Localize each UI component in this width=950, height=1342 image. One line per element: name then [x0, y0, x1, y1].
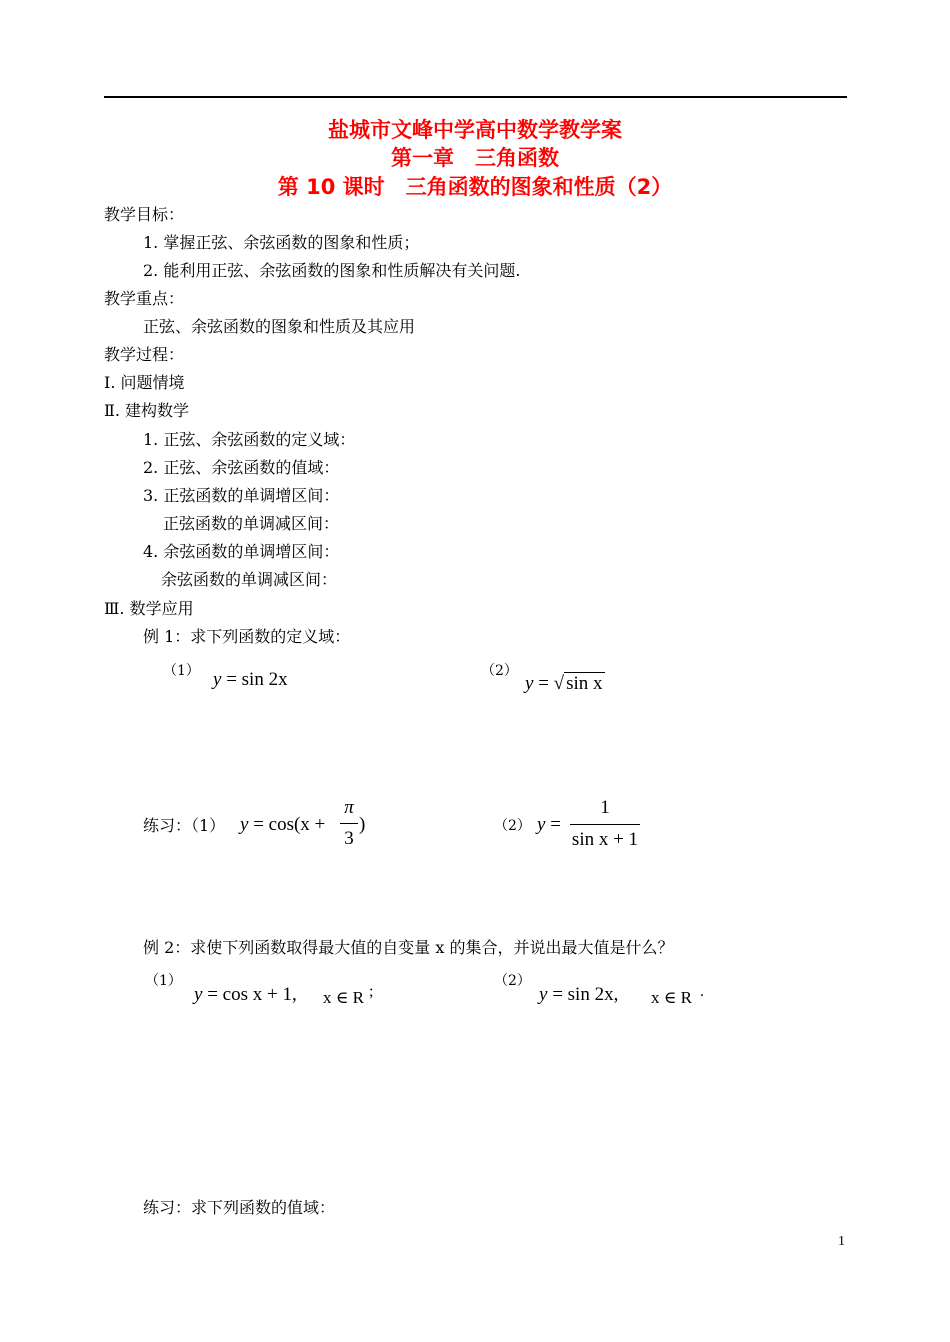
exercise1-prompt: 练习：（1）: [143, 816, 226, 835]
process-heading: 教学过程：: [104, 345, 185, 364]
exercise1-part1-expr: cos(x +: [268, 814, 326, 835]
example2-part1-expr: = cos x + 1: [207, 984, 292, 1005]
construct-item-3b: 正弦函数的单调减区间：: [163, 514, 340, 533]
lesson-title: 第 10 课时 三角函数的图象和性质（2）: [277, 175, 673, 199]
example2-part2-period: .: [700, 983, 704, 1000]
exercise1-part2-numerator: 1: [600, 797, 610, 818]
example2-part2-domain: x ∈ R: [651, 988, 692, 1007]
key-points-heading: 教学重点：: [104, 289, 185, 308]
example1-part2-number: （2）: [481, 663, 518, 679]
objective-item-1: 1. 掌握正弦、余弦函数的图象和性质；: [143, 233, 420, 252]
example1-part1-expr: sin 2x: [241, 669, 288, 690]
example2-part1-semicolon: ;: [369, 983, 374, 1000]
exercise2-prompt: 练习：求下列函数的值域：: [143, 1198, 336, 1217]
exercise1-part2-number: （2）: [494, 818, 531, 834]
example1-part1-formula: y = sin 2x: [213, 669, 288, 690]
example2-part1-formula: y = cos x + 1,: [194, 984, 297, 1005]
example2-part2-formula: y = sin 2x,: [539, 984, 619, 1005]
objectives-heading: 教学目标：: [104, 205, 185, 224]
key-points-text: 正弦、余弦函数的图象和性质及其应用: [143, 317, 416, 336]
exercise1-part1-formula: y = cos(x +: [240, 814, 326, 835]
exercise1-fraction-bar: [340, 823, 358, 824]
construct-item-1: 1. 正弦、余弦函数的定义域：: [143, 430, 356, 449]
exercise1-part2-lhs: y =: [537, 814, 561, 835]
page-number: 1: [838, 1234, 845, 1249]
construct-item-2: 2. 正弦、余弦函数的值域：: [143, 458, 340, 477]
section-math-application: Ⅲ. 数学应用: [104, 599, 194, 618]
exercise1-part2-fraction-bar: [570, 824, 640, 825]
exercise1-denominator: 3: [344, 828, 354, 849]
example2-part1-domain: x ∈ R: [323, 988, 364, 1007]
objective-item-2: 2. 能利用正弦、余弦函数的图象和性质解决有关问题.: [143, 261, 521, 280]
example2-prompt: 例 2：求使下列函数取得最大值的自变量 x 的集合，并说出最大值是什么？: [143, 938, 674, 957]
chapter-title: 第一章 三角函数: [391, 146, 559, 170]
example2-part2-expr: = sin 2x: [552, 984, 614, 1005]
example1-part2-radicand: sin x: [566, 673, 603, 694]
construct-item-3: 3. 正弦函数的单调增区间：: [143, 486, 340, 505]
exercise1-pi: π: [344, 797, 354, 818]
example2-part2-number: （2）: [494, 973, 531, 989]
example2-part1-number: （1）: [145, 973, 182, 989]
school-title: 盐城市文峰中学高中数学教学案: [328, 118, 622, 142]
example1-prompt: 例 1：求下列函数的定义域：: [143, 627, 351, 646]
example1-part1-number: （1）: [163, 663, 200, 679]
section-problem-situation: Ⅰ. 问题情境: [104, 373, 185, 392]
section-construct-math: Ⅱ. 建构数学: [104, 401, 190, 420]
construct-item-4b: 余弦函数的单调减区间：: [161, 570, 338, 589]
exercise1-part2-denominator: sin x + 1: [571, 829, 639, 850]
header-rule: [104, 96, 847, 98]
example1-part2-formula: y = √ sin x: [525, 673, 603, 694]
construct-item-4: 4. 余弦函数的单调增区间：: [143, 542, 340, 561]
exercise1-close-paren: ): [359, 814, 366, 835]
